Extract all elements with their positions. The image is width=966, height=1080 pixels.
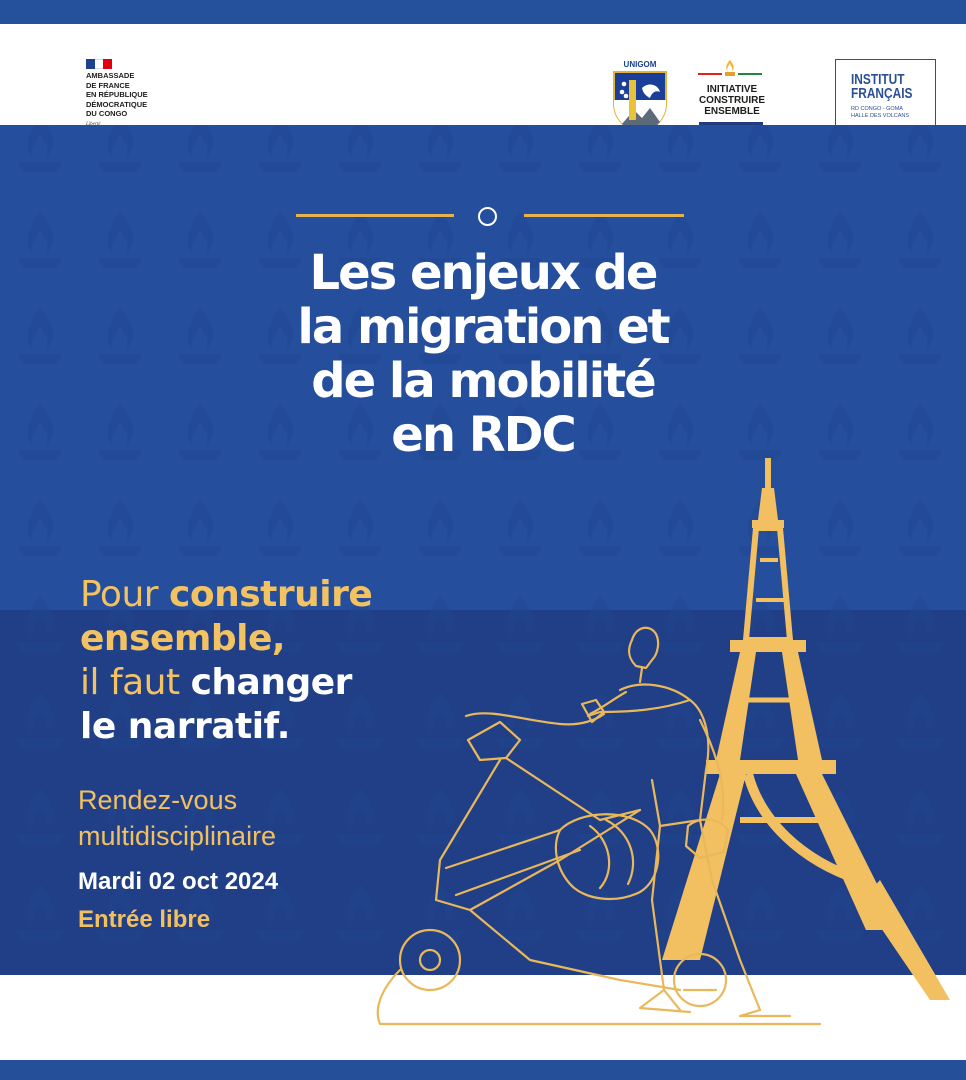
slogan-word-changer: changer [190, 662, 352, 703]
unigom-label: UNIGOM [623, 60, 657, 69]
event-date: Mardi 02 oct 2024 [78, 868, 279, 895]
slogan-word-il-faut: il faut [80, 662, 191, 703]
institut-location: RD CONGO - GOMA HALLE DES VOLCANS [851, 106, 910, 119]
slogan-line-2: ensemble, [80, 618, 286, 659]
slogan-line-4: le narratif. [80, 706, 290, 747]
man-with-chukudu-icon [378, 628, 820, 1024]
embassy-name: AMBASSADE DE FRANCE EN RÉPUBLIQUE DÉMOCRATIQUE DU CONGO [86, 71, 148, 118]
initiative-name: INITIATIVE CONSTRUIRE ENSEMBLE [698, 84, 766, 117]
poster-title: Les enjeux de la migration et de la mobilité en RDC [297, 245, 669, 463]
slogan-word-pour: Pour [80, 574, 170, 615]
slogan-word-construire: construire [169, 574, 373, 615]
institut-name: INSTITUT FRANÇAIS [851, 72, 913, 102]
event-type: Rendez-vous multidisciplinaire [78, 785, 277, 851]
event-entry: Entrée libre [78, 906, 211, 933]
